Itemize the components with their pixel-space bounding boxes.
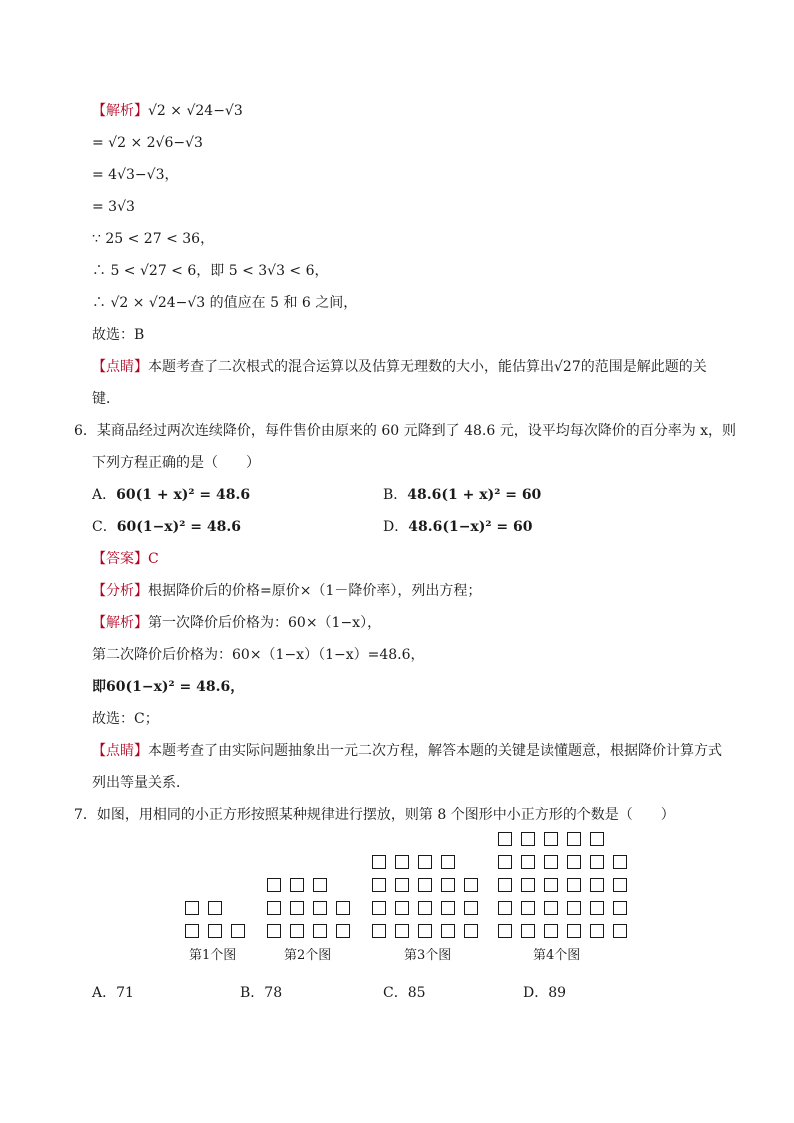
small-square [395,901,409,915]
small-square [372,855,386,869]
small-square [498,855,512,869]
analysis-line-3: = 4√3−√3， [92,167,179,183]
question-number: 6． [74,423,97,439]
small-square [590,924,604,938]
small-square [590,901,604,915]
comment-line-2: 键． [92,391,120,407]
answer-choice-5: 故选：B [92,327,145,343]
small-square [590,832,604,846]
small-square [185,924,199,938]
small-square [590,855,604,869]
small-square [418,924,432,938]
option-label: A． [92,487,117,503]
option-text: 60(1−x)² = 48.6 [116,519,241,535]
figure-caption: 第2个图 [284,948,332,963]
analysis-brief [92,581,481,601]
question-text: 如图，用相同的小正方形按照某种规律进行摆放，则第 8 个图形中小正方形的个数是（ ） [96,807,675,823]
answer-tag: 【答案】 [92,551,148,567]
small-square [613,855,627,869]
small-square [290,924,304,938]
small-square [498,901,512,915]
small-square [567,832,581,846]
option-text: 78 [264,985,283,1001]
small-square [395,878,409,892]
analysis-line-2: = √2 × 2√6−√3 [92,135,203,151]
analysis-line-1 [92,101,243,121]
small-square [313,901,327,915]
answer-choice-6: 故选：C； [92,711,159,727]
small-square [208,901,222,915]
option-text: 48.6(1 + x)² = 60 [407,487,542,503]
option-text: 85 [407,985,426,1001]
question-number: 7． [74,807,97,823]
small-square [290,878,304,892]
small-square [498,878,512,892]
small-square [464,924,478,938]
comment-6-line-2: 列出等量关系． [92,775,190,791]
option-label: C． [92,519,117,535]
small-square [372,901,386,915]
small-square [521,832,535,846]
small-square [521,878,535,892]
small-square [267,924,281,938]
comment-tag: 【点睛】 [92,743,148,759]
option-text: 89 [548,985,567,1001]
solution-tag: 【解析】 [92,615,148,631]
small-square [231,924,245,938]
option-label: B． [383,487,408,503]
option-b [383,485,541,505]
small-square [544,855,558,869]
analysis-expr: √2 × √24−√3 [148,103,243,119]
question-7-stem [74,805,675,825]
small-square [521,855,535,869]
comment-text: 本题考查了由实际问题抽象出一元二次方程，解答本题的关键是读懂题意，根据降价计算方式 [148,743,722,759]
analysis-line-6: ∴ 5 < √27 < 6，即 5 < 3√3 < 6， [92,263,329,279]
analysis-line-4: = 3√3 [92,199,135,215]
small-square [313,924,327,938]
small-square [336,924,350,938]
option-text: 60(1 + x)² = 48.6 [116,487,251,503]
small-square [613,924,627,938]
small-square [498,924,512,938]
small-square [313,878,327,892]
small-square [567,924,581,938]
small-square [464,901,478,915]
small-square [544,924,558,938]
small-square [544,832,558,846]
solution-text: 第一次降价后价格为：60×（1−x）， [148,615,382,631]
q7-option-b [240,983,282,1003]
small-square [441,878,455,892]
figure-caption: 第4个图 [533,948,581,963]
small-square [567,901,581,915]
option-label: B． [240,985,265,1001]
small-square [395,855,409,869]
question-6-stem-1 [74,421,736,441]
small-square [441,924,455,938]
option-label: D． [383,519,409,535]
small-square [544,901,558,915]
small-square [567,878,581,892]
analysis-tag: 【解析】 [92,103,148,119]
small-square [290,901,304,915]
comment-line-1 [92,357,707,377]
small-square [498,832,512,846]
small-square [336,901,350,915]
small-square [418,878,432,892]
small-square [395,924,409,938]
small-square [418,901,432,915]
small-square [208,924,222,938]
comment-6-line-1 [92,741,722,761]
q7-option-d [523,983,566,1003]
analysis-line-5: ∵ 25 < 27 < 36， [92,231,215,247]
question-6-stem-2: 下列方程正确的是（ ） [92,455,260,471]
small-square [267,878,281,892]
small-square [418,855,432,869]
analysis-text: 根据降价后的价格=原价×（1－降价率），列出方程； [148,583,482,599]
small-square [613,901,627,915]
small-square [590,878,604,892]
small-square [544,878,558,892]
small-square [521,901,535,915]
option-label: D． [523,985,549,1001]
option-text: 71 [116,985,134,1001]
option-label: A． [92,985,117,1001]
answer-value: C [148,551,159,567]
solution-line-2: 第二次降价后价格为：60×（1−x）（1−x）=48.6， [92,647,425,663]
solution-line-3: 即60(1−x)² = 48.6， [92,679,245,695]
small-square [521,924,535,938]
small-square [567,855,581,869]
small-square [441,855,455,869]
figure-caption: 第3个图 [404,948,452,963]
analysis-tag: 【分析】 [92,583,148,599]
option-c [92,517,241,537]
small-square [267,901,281,915]
small-square [613,878,627,892]
comment-tag: 【点睛】 [92,359,148,375]
option-d [383,517,533,537]
q7-option-c [383,983,426,1003]
small-square [185,901,199,915]
q7-option-a [92,983,134,1003]
comment-text: 本题考查了二次根式的混合运算以及估算无理数的大小，能估算出√27的范围是解此题的关 [148,359,707,375]
question-text: 某商品经过两次连续降价，每件售价由原来的 60 元降到了 48.6 元，设平均每次降价的百分率为 x，则 [96,423,737,439]
answer-line [92,549,159,569]
option-label: C． [383,985,408,1001]
small-square [372,878,386,892]
option-text: 48.6(1−x)² = 60 [408,519,533,535]
small-square [464,878,478,892]
figure-caption: 第1个图 [189,948,237,963]
small-square [441,901,455,915]
option-a [92,485,250,505]
analysis-line-7: ∴ √2 × √24−√3 的值应在 5 和 6 之间， [92,295,358,311]
small-square [372,924,386,938]
solution-line-1 [92,613,381,633]
